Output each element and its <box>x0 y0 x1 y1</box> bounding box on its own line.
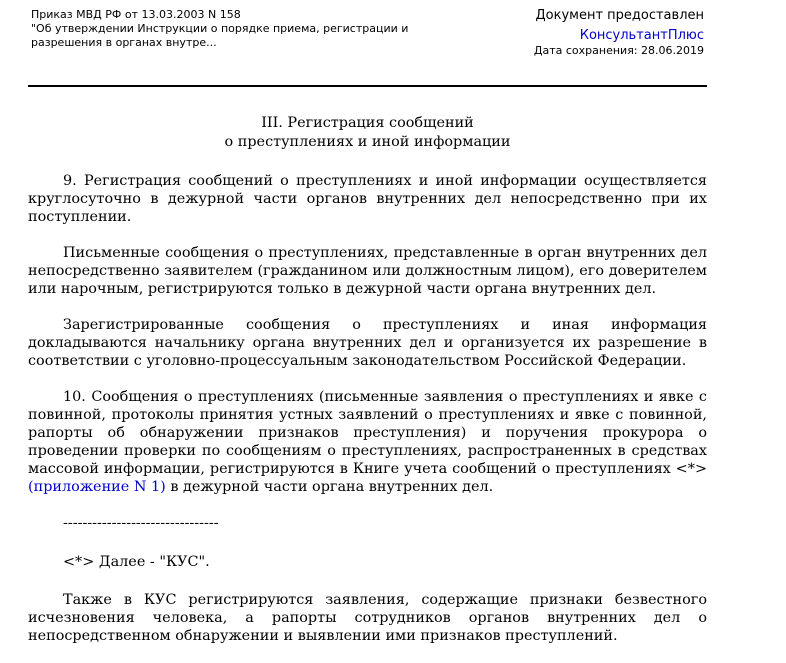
section-title-line: о преступлениях и иной информации <box>224 134 511 150</box>
header-line: разрешения в органах внутре... <box>31 36 217 49</box>
appendix-1-link[interactable]: (приложение N 1) <box>28 479 166 495</box>
document-body <box>28 114 707 663</box>
header-line: Приказ МВД РФ от 13.03.2003 N 158 <box>31 8 241 21</box>
paragraph-10-text: 10. Сообщения о преступлениях (письменные заявления о преступлениях и явке с повинной, протоколы принятия устных заявлений о преступлениях и явке с повинной, рапорты об обнаружении признаков преступления) и поручения прокурора о проведении проверки по сообщениям о преступлениях, распространенных в средствах массовой информации, регистрируются в Книге учета сообщений о преступлениях <*> <box>28 389 707 477</box>
document-header-right <box>534 8 704 58</box>
paragraph-9: 9. Регистрация сообщений о преступлениях и иной информации осуществляется круглосуточно в дежурной части органов внутренних дел непосредственно при их поступлении. <box>28 173 707 225</box>
section-title-line: III. Регистрация сообщений <box>261 115 474 131</box>
header-line: "Об утверждении Инструкции о порядке приема, регистрации и <box>31 22 409 35</box>
paragraph-kus-also: Также в КУС регистрируются заявления, содержащие признаки безвестного исчезновения человека, а рапорты сотрудников органов внутренних дел о непосредственном обнаружении и выявлении ими признаков преступлений. <box>28 592 707 644</box>
paragraph-10 <box>28 388 707 496</box>
consultant-plus-link[interactable]: КонсультантПлюс <box>579 28 704 43</box>
paragraph-registered-reports: Зарегистрированные сообщения о преступлениях и иная информация докладываются начальнику органа внутренних дел и организуется их разрешение в соответствии с уголовно-процессуальным законодательством Российской Федерации. <box>28 317 707 369</box>
footnote: <*> Далее - "КУС". <box>63 554 210 570</box>
document-header-left <box>31 8 431 50</box>
footnote-separator: -------------------------------- <box>63 515 219 531</box>
header-divider <box>28 85 707 87</box>
save-date: Дата сохранения: 28.06.2019 <box>533 44 704 57</box>
paragraph-written-reports: Письменные сообщения о преступлениях, представленные в орган внутренних дел непосредственно заявителем (гражданином или должностным лицом), его доверителем или нарочным, регистрируются только в дежурной части органа внутренних дел. <box>28 245 707 297</box>
section-title <box>28 114 707 152</box>
paragraph-10-text-end: в дежурной части органа внутренних дел. <box>165 479 494 495</box>
provided-by-label: Документ предоставлен <box>535 8 704 23</box>
